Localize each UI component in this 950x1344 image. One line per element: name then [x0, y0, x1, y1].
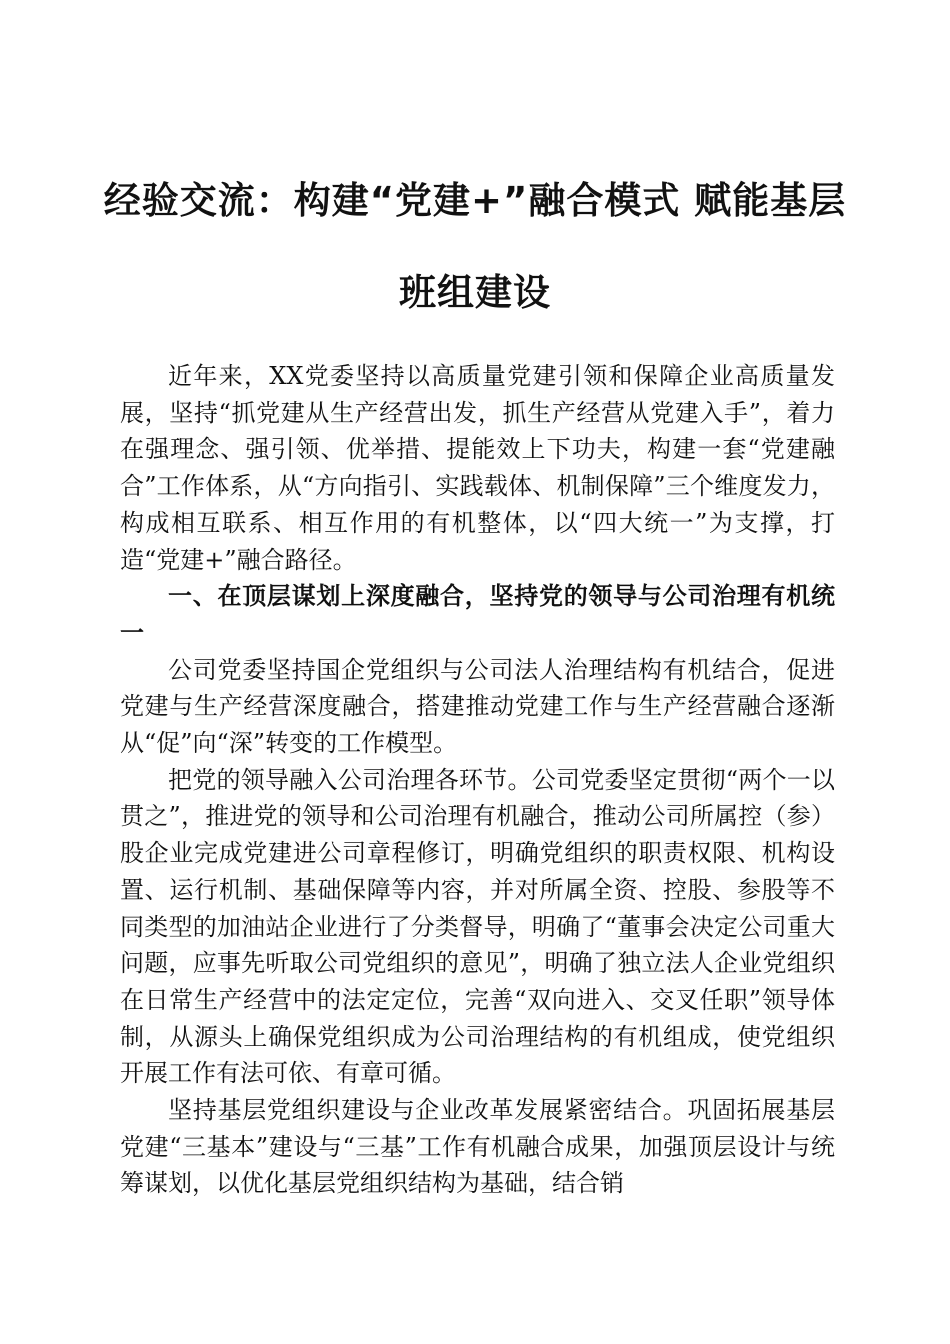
paragraph: 公司党委坚持国企党组织与公司法人治理结构有机结合，促进党建与生产经营深度融合，搭建推动党建工作与生产经营融合逐渐从“促”向“深”转变的工作模型。: [120, 655, 835, 758]
section-heading-1: 一、在顶层谋划上深度融合，坚持党的领导与公司治理有机统一: [120, 582, 835, 647]
document-title-line-2: 班组建设: [399, 271, 551, 314]
paragraph: 坚持基层党组织建设与企业改革发展紧密结合。巩固拓展基层党建“三基本”建设与“三基”工作有机融合成果，加强顶层设计与统筹谋划，以优化基层党组织结构为基础，结合销: [120, 1096, 835, 1198]
document-body: [120, 358, 835, 1202]
paragraph-intro: 近年来，XX党委坚持以高质量党建引领和保障企业高质量发展，坚持“抓党建从生产经营出发，抓生产经营从党建入手”，着力在强理念、强引领、优举措、提能效上下功夫，构建一套“党建融合”工作体系，从“方向指引、实践载体、机制保障”三个维度发力，构成相互联系、相互作用的有机整体，以“四大统一”为支撑，打造“党建+”融合路径。: [120, 362, 835, 574]
paragraph: 把党的领导融入公司治理各环节。公司党委坚定贯彻“两个一以贯之”，推进党的领导和公司治理有机融合，推动公司所属控（参）股企业完成党建进公司章程修订，明确党组织的职责权限、机构设置、运行机制、基础保障等内容，并对所属全资、控股、参股等不同类型的加油站企业进行了分类督导，明确了“董事会决定公司重大问题，应事先听取公司党组织的意见”，明确了独立法人企业党组织在日常生产经营中的法定定位，完善“双向进入、交叉任职”领导体制，从源头上确保党组织成为公司治理结构的有机组成，使党组织开展工作有法可依、有章可循。: [120, 765, 835, 1088]
document-title-line-1: 经验交流：构建“党建+”融合模式 赋能基层: [103, 179, 847, 222]
